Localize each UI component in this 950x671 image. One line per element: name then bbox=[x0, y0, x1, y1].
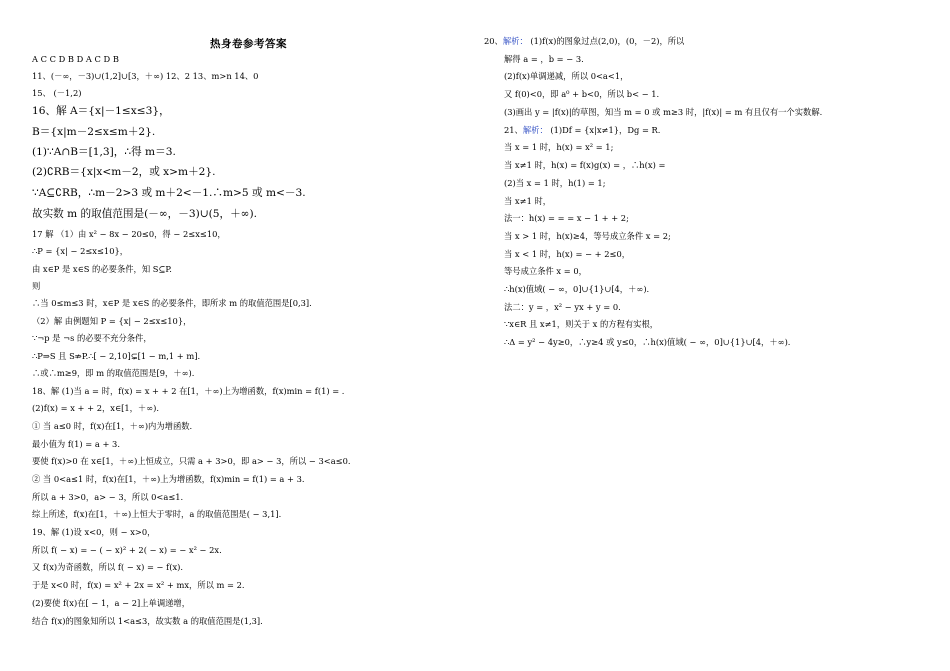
q21-label: 21、 bbox=[504, 125, 523, 135]
answer-line: 又 f(x)为奇函数，所以 f( − x) = − f(x). bbox=[32, 562, 184, 572]
answer-line: (2)∁RB＝{x|x<m－2，或 x>m＋2}. bbox=[32, 166, 216, 178]
answer-line: (2)f(x)单调递减，所以 0<a<1， bbox=[504, 71, 629, 81]
answer-line: 所以 f( − x) = − ( − x)² + 2( − x) = − x² − 2x. bbox=[32, 545, 222, 555]
page-title: 热身卷参考答案 bbox=[210, 38, 287, 50]
answer-line: 当 x = 1 时，h(x) = x² = 1; bbox=[504, 142, 614, 152]
answer-line: 由 x∈P 是 x∈S 的必要条件，知 S⊆P. bbox=[32, 264, 172, 274]
q21-first-line bbox=[504, 125, 660, 136]
answer-line: 又 f(0)<0，即 a⁰ + b<0，所以 b< − 1. bbox=[504, 89, 660, 99]
answer-line: (1)∵A∩B＝[1,3]，∴得 m＝3. bbox=[32, 146, 176, 158]
answer-line: 要使 f(x)>0 在 x∈[1，＋∞)上恒成立，只需 a + 3>0，即 a> − 3，所以 − 3<a≤0. bbox=[32, 456, 351, 466]
answer-line: 所以 a + 3>0，a> − 3，所以 0<a≤1. bbox=[32, 492, 184, 502]
answer-line: 当 x≠1 时， bbox=[504, 196, 552, 206]
answer-line: B＝{x|m－2≤x≤m＋2}. bbox=[32, 126, 156, 138]
answer-line: (2)f(x) = x + + 2，x∈[1，＋∞). bbox=[32, 403, 159, 413]
answer-line: ∴或∴m≥9，即 m 的取值范围是[9，＋∞). bbox=[32, 368, 195, 378]
answer-line: (2)要使 f(x)在[ − 1，a − 2]上单调递增， bbox=[32, 598, 191, 608]
answer-line: 当 x < 1 时，h(x) = − + 2≤0， bbox=[504, 249, 631, 259]
answer-line: 15、 (－1,2) bbox=[32, 88, 82, 98]
answer-line: ② 当 0<a≤1 时，f(x)在[1，＋∞)上为增函数，f(x)min = f(1) = a + 3. bbox=[32, 474, 305, 484]
answer-line: 11、(－∞，－3)∪(1,2]∪[3，＋∞) 12、2 13、m>n 14、0 bbox=[32, 71, 259, 81]
answer-line: ① 当 a≤0 时，f(x)在[1，＋∞)内为增函数. bbox=[32, 421, 193, 431]
q20-first-line bbox=[484, 36, 684, 47]
answer-line: ∴P⇒S 且 S⇏P.∴[ − 2,10]⊊[1 − m,1 + m]. bbox=[32, 351, 201, 361]
q20-analysis-tag: 解析： bbox=[502, 36, 528, 46]
answer-line: 则 bbox=[32, 281, 41, 291]
answer-line: ∵x∈R 且 x≠1，则关于 x 的方程有实根， bbox=[504, 319, 659, 329]
answer-line: 17 解 （1）由 x² − 8x − 20≤0，得 − 2≤x≤10， bbox=[32, 229, 226, 239]
answer-line: 于是 x<0 时，f(x) = x² + 2x = x² + mx，所以 m = 2. bbox=[32, 580, 245, 590]
q20-first-text: (1)f(x)的图象过点(2,0)，(0，－2)，所以 bbox=[527, 36, 685, 46]
answer-line: 18、解 (1)当 a = 时，f(x) = x + + 2 在[1，＋∞)上为增函数，f(x)min = f(1) = . bbox=[32, 386, 345, 396]
answer-line: 故实数 m 的取值范围是(－∞，－3)∪(5，＋∞). bbox=[32, 208, 257, 220]
answer-line: 当 x > 1 时，h(x)≥4，等号成立条件 x = 2; bbox=[504, 231, 671, 241]
answer-line: (3)画出 y = |f(x)|的草图，知当 m = 0 或 m≥3 时，|f(x)| = m 有且仅有一个实数解. bbox=[504, 107, 823, 117]
answer-line: （2）解 由例题知 P = {x| − 2≤x≤10}， bbox=[32, 316, 192, 326]
answer-line: 法二：y = ，x² − yx + y = 0. bbox=[504, 302, 621, 312]
answer-line: ∴当 0≤m≤3 时，x∈P 是 x∈S 的必要条件，即所求 m 的取值范围是[0,3]. bbox=[32, 298, 312, 308]
answer-line: 19、解 (1)设 x<0，则 − x>0， bbox=[32, 527, 156, 537]
answer-line: (2)当 x = 1 时，h(1) = 1; bbox=[504, 178, 606, 188]
answer-line: 解得 a = ，b = − 3. bbox=[504, 54, 584, 64]
answer-line: 法一：h(x) = = = x − 1 + + 2; bbox=[504, 213, 629, 223]
answer-line: ∵¬p 是 ¬s 的必要不充分条件， bbox=[32, 333, 152, 343]
answer-line: A C C D B D A C D B bbox=[32, 54, 119, 64]
answer-line: ∴P = {x| − 2≤x≤10}， bbox=[32, 246, 129, 256]
q20-label: 20、 bbox=[484, 36, 503, 46]
answer-line: 结合 f(x)的图象知所以 1<a≤3，故实数 a 的取值范围是(1,3]. bbox=[32, 616, 263, 626]
answer-line: 综上所述，f(x)在[1，＋∞)上恒大于零时，a 的取值范围是( − 3,1]. bbox=[32, 509, 282, 519]
answer-line: ∵A⊆∁RB，∴m－2>3 或 m＋2<－1.∴m>5 或 m<－3. bbox=[32, 187, 306, 199]
answer-line: 16、解 A＝{x|－1≤x≤3}， bbox=[32, 105, 170, 117]
answer-line: 最小值为 f(1) = a + 3. bbox=[32, 439, 120, 449]
answer-line: 等号成立条件 x = 0， bbox=[504, 266, 587, 276]
answer-line: ∴Δ = y² − 4y≥0，∴y≥4 或 y≤0，∴h(x)值域( − ∞，0]∪{1}∪[4，＋∞). bbox=[504, 337, 791, 347]
answer-line: ∴h(x)值域( − ∞，0]∪{1}∪[4，＋∞). bbox=[504, 284, 650, 294]
q21-analysis-tag: 解析： bbox=[522, 125, 548, 135]
answer-line: 当 x≠1 时，h(x) = f(x)g(x) = ，∴h(x) = bbox=[504, 160, 666, 170]
q21-first-text: (1)Df = {x|x≠1}，Dg = R. bbox=[547, 125, 661, 135]
